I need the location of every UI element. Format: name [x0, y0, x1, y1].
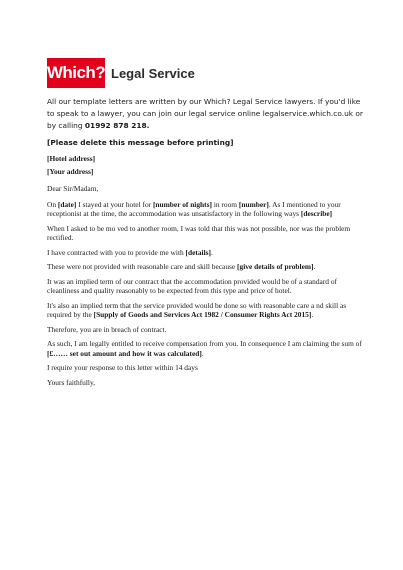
placeholder-describe: [describe]	[300, 209, 333, 218]
placeholder-room: [number]	[238, 199, 269, 209]
intro-text: All our template letters are written by our Which? Legal Service lawyers. If you'd like to speak to a lawyer, you can join our legal service online legalservice.which.co.uk or by calling	[47, 97, 363, 130]
placeholder-details: [details]	[185, 247, 211, 257]
paragraph-move: When I asked to be mo ved to another room, I was told that this was not possible, nor was the problem rectified.	[47, 223, 351, 242]
p6-text-b: .	[311, 310, 314, 319]
paragraph-contract	[47, 248, 362, 258]
salutation: Dear Sir/Madam,	[47, 184, 99, 193]
which-logo	[47, 58, 195, 88]
paragraph-care	[47, 262, 362, 272]
p8-text-a: As such, I am legally entitled to receive compensation from you. In consequence I am claiming the sum of	[47, 339, 362, 348]
p1-text-a: On	[47, 199, 57, 209]
paragraph-act	[47, 301, 362, 320]
placeholder-amount: [£…… set out amount and how it was calculated]	[47, 348, 202, 358]
paragraph-breach: Therefore, you are in breach of contract.	[47, 324, 167, 334]
paragraph-compensation	[47, 339, 362, 358]
which-logo-text: Which?	[46, 63, 106, 82]
p1-text-d: . As I mentioned to your receptionist at the time, the accommodation was unsatisfactory in the following ways	[47, 199, 341, 218]
letter-body	[47, 154, 362, 392]
p1-text-c: in room	[213, 199, 238, 209]
p3-text-a: I have contracted with you to provide me with	[47, 247, 184, 257]
intro-paragraph	[47, 96, 363, 132]
your-address: [Your address]	[47, 166, 94, 176]
paragraph-implied-term: It was an implied term of our contract that the accommodation provided would be of a standard of cleanliness and quality reasonably to be expected from this type and price of hotel.	[47, 276, 337, 295]
closing: Yours faithfully,	[47, 377, 96, 387]
which-logo-badge	[47, 58, 105, 88]
p4-text-b: .	[313, 262, 316, 271]
p4-text-a: These were not provided with reasonable care and skill because	[47, 262, 236, 271]
hotel-address: [Hotel address]	[47, 154, 96, 163]
placeholder-nights: [number of nights]	[152, 199, 212, 209]
address-block	[47, 154, 362, 176]
placeholder-act: [Supply of Goods and Services Act 1982 / Consumer Rights Act 2015]	[93, 310, 312, 319]
p8-text-b: .	[201, 348, 204, 358]
delete-notice: [Please delete this message before printing]	[47, 138, 234, 147]
p3-text-b: .	[211, 247, 213, 257]
paragraph-response: I require your response to this letter within 14 days	[47, 363, 198, 372]
placeholder-problem: [give details of problem]	[237, 262, 314, 271]
p1-text-b: I stayed at your hotel for	[78, 199, 152, 209]
legal-service-title: Legal Service	[111, 65, 195, 81]
paragraph-stay	[47, 200, 362, 219]
p6-text-a: It's also an implied term that the service provided would be done so with reasonable care a nd skill as required by the	[47, 300, 347, 319]
placeholder-date: [date]	[57, 199, 77, 209]
intro-phone: 01992 878 218.	[84, 121, 150, 130]
